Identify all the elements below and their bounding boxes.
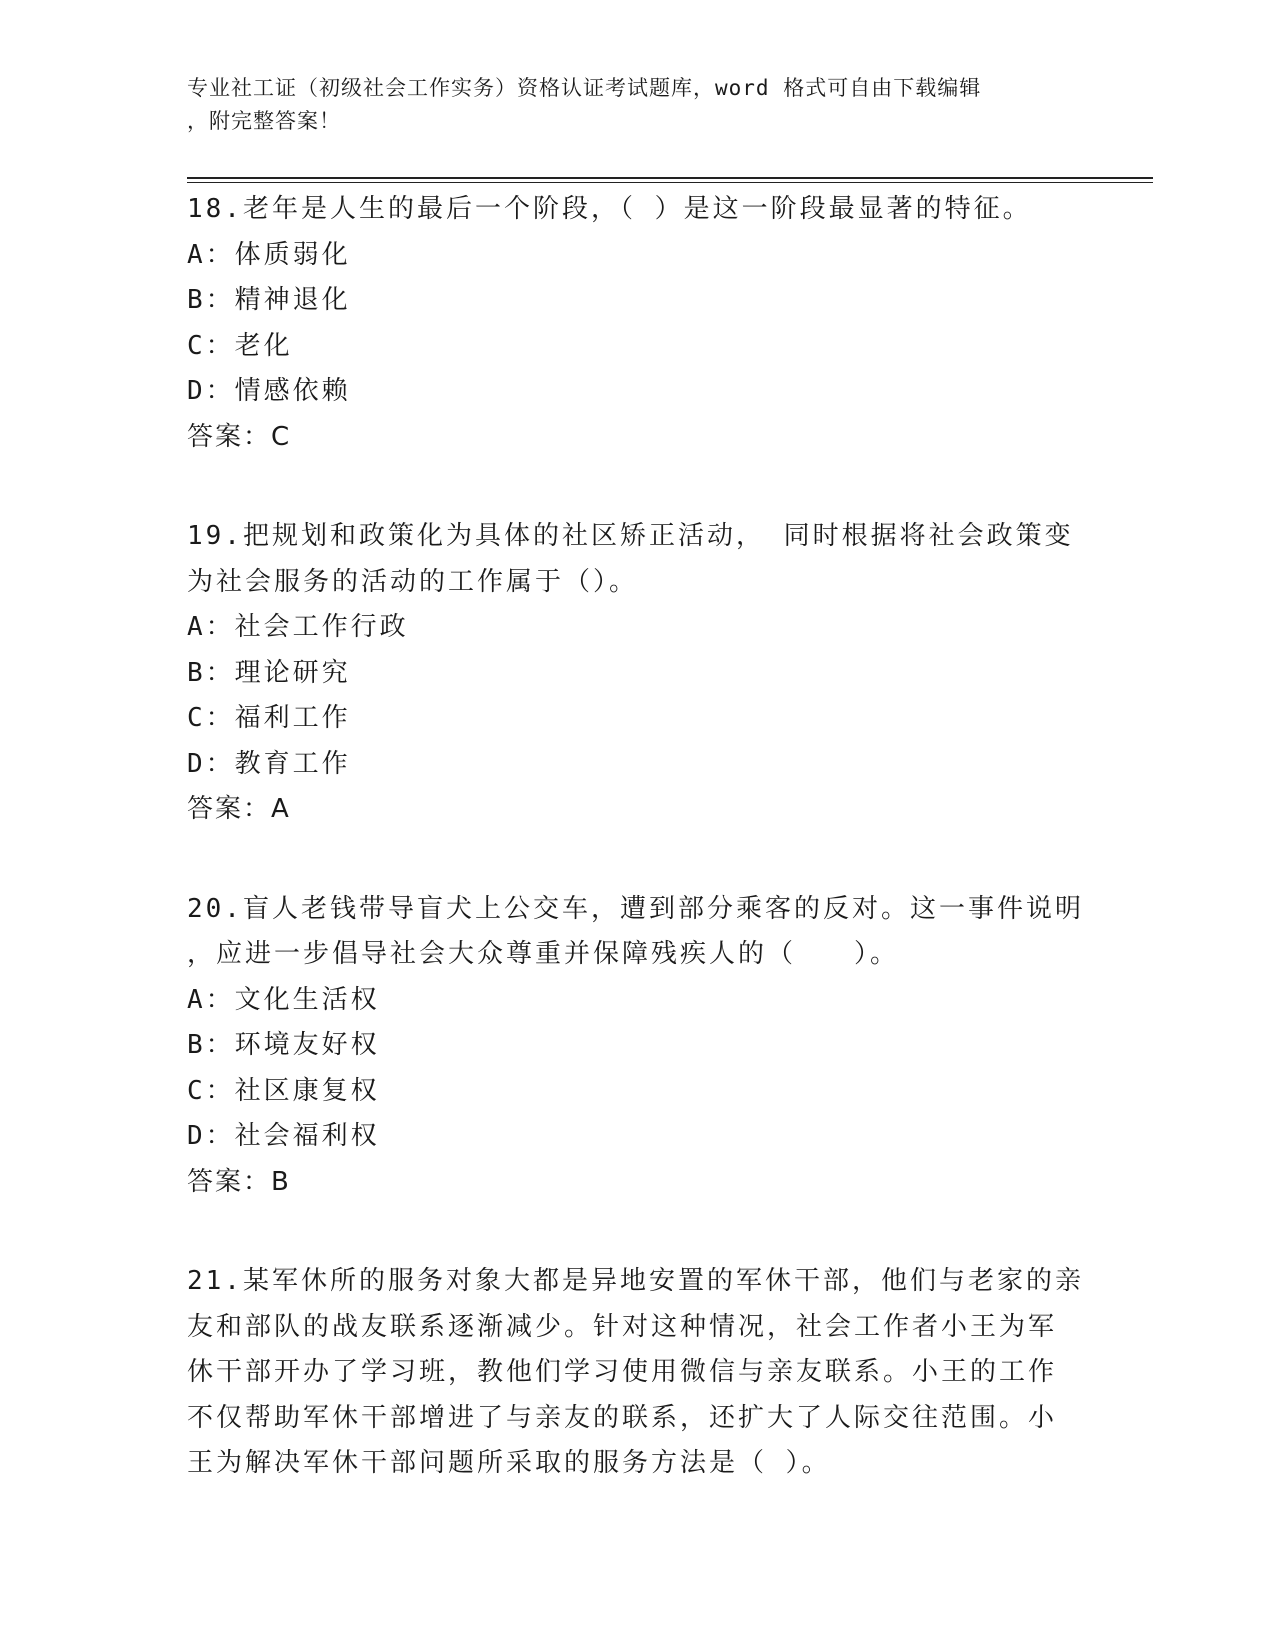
option-a: A：文化生活权 <box>187 984 380 1015</box>
question-21 <box>187 1259 1087 1487</box>
question-text-line: 友和部队的战友联系逐渐减少。针对这种情况，社会工作者小王为军 <box>187 1311 1058 1342</box>
document-header <box>187 72 1067 138</box>
question-text-line: 为社会服务的活动的工作属于（）。 <box>187 566 639 597</box>
option-c: C：福利工作 <box>187 703 351 733</box>
option-a: A：社会工作行政 <box>187 612 409 642</box>
answer-label: 答案：C <box>187 421 292 452</box>
question-text-line: 20.盲人老钱带导盲犬上公交车，遭到部分乘客的反对。这一事件说明 <box>187 893 1084 924</box>
header-divider <box>187 177 1153 183</box>
question-text-line: 不仅帮助军休干部增进了与亲友的联系，还扩大了人际交往范围。小 <box>187 1402 1058 1433</box>
option-b: B：环境友好权 <box>187 1030 380 1060</box>
question-text <box>187 1259 1087 1487</box>
question-text <box>187 514 1087 605</box>
question-20 <box>187 887 1087 1206</box>
option-d: D：教育工作 <box>187 748 351 779</box>
question-text <box>187 887 1087 978</box>
answer-label: 答案：A <box>187 794 291 824</box>
question-text-line: 18.老年是人生的最后一个阶段，（ ）是这一阶段最显著的特征。 <box>187 194 1032 224</box>
header-title-line-2: ，附完整答案！ <box>187 109 341 133</box>
question-text-line: 21.某军休所的服务对象大都是异地安置的军休干部，他们与老家的亲 <box>187 1266 1084 1296</box>
option-d: D：社会福利权 <box>187 1121 380 1151</box>
option-c: C：老化 <box>187 330 293 361</box>
option-c: C：社区康复权 <box>187 1075 380 1106</box>
option-a: A：体质弱化 <box>187 239 351 270</box>
question-text-line: 19.把规划和政策化为具体的社区矫正活动， 同时根据将社会政策变 <box>187 521 1074 551</box>
question-19 <box>187 514 1087 833</box>
question-text <box>187 187 1087 233</box>
header-title-line-1: 专业社工证（初级社会工作实务）资格认证考试题库，word 格式可自由下载编辑 <box>187 76 982 100</box>
option-b: B：精神退化 <box>187 285 351 315</box>
question-list <box>187 187 1087 1541</box>
question-text-line: ，应进一步倡导社会大众尊重并保障残疾人的（ ）。 <box>187 939 900 969</box>
question-text-line: 王为解决军休干部问题所采取的服务方法是（ ）。 <box>187 1448 831 1478</box>
question-text-line: 休干部开办了学习班，教他们学习使用微信与亲友联系。小王的工作 <box>187 1357 1058 1387</box>
option-b: B：理论研究 <box>187 657 351 688</box>
answer-label: 答案：B <box>187 1166 291 1197</box>
option-d: D：情感依赖 <box>187 376 351 406</box>
question-18 <box>187 187 1087 460</box>
